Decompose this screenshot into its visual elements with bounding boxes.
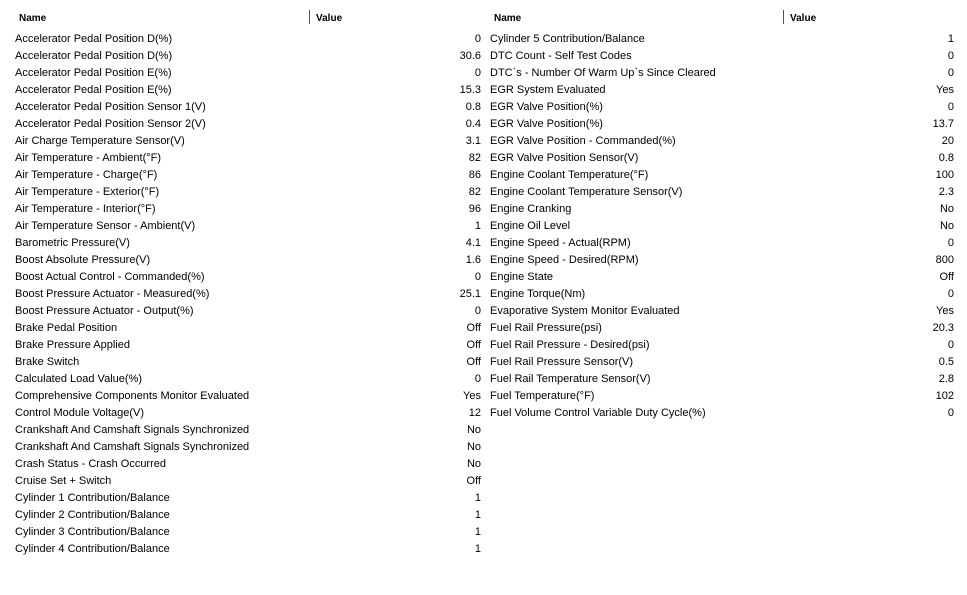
table-row[interactable] (484, 252, 954, 269)
parameter-value: No (466, 458, 481, 470)
parameter-name: Crankshaft And Camshaft Signals Synchronized (15, 424, 250, 436)
parameter-value: 25.1 (459, 288, 481, 300)
table-row[interactable] (9, 150, 481, 167)
data-table-right (484, 8, 954, 422)
parameter-value: 15.3 (459, 84, 481, 96)
parameter-name: Cylinder 2 Contribution/Balance (15, 509, 170, 521)
parameter-name: Air Temperature - Charge(°F) (15, 169, 158, 181)
table-row[interactable] (9, 167, 481, 184)
table-row[interactable] (484, 388, 954, 405)
parameter-value: 102 (935, 390, 954, 402)
parameter-value: 100 (935, 169, 954, 181)
parameter-value: 4.1 (465, 237, 481, 249)
parameter-name: Calculated Load Value(%) (15, 373, 142, 385)
parameter-value: 0 (947, 67, 954, 79)
parameter-value: 0 (947, 101, 954, 113)
parameter-value: 0 (947, 237, 954, 249)
table-row[interactable] (9, 456, 481, 473)
parameter-value: 82 (468, 152, 481, 164)
parameter-value: 2.3 (938, 186, 954, 198)
parameter-name: Air Temperature Sensor - Ambient(V) (15, 220, 196, 232)
parameter-name: Cylinder 5 Contribution/Balance (490, 33, 645, 45)
table-body (9, 31, 481, 558)
parameter-value: 0.5 (938, 356, 954, 368)
parameter-name: EGR Valve Position(%) (490, 101, 603, 113)
parameter-name: Barometric Pressure(V) (15, 237, 130, 249)
parameter-value: Yes (463, 390, 481, 402)
parameter-name: Fuel Rail Pressure Sensor(V) (490, 356, 634, 368)
table-row[interactable] (484, 405, 954, 422)
table-row[interactable] (9, 201, 481, 218)
parameter-value: 96 (468, 203, 481, 215)
table-row[interactable] (9, 252, 481, 269)
table-row[interactable] (9, 405, 481, 422)
parameter-name: Cruise Set + Switch (15, 475, 112, 487)
table-row[interactable] (9, 320, 481, 337)
parameter-name: Crash Status - Crash Occurred (15, 458, 166, 470)
table-row[interactable] (484, 235, 954, 252)
parameter-name: Boost Pressure Actuator - Measured(%) (15, 288, 210, 300)
table-row[interactable] (484, 371, 954, 388)
parameter-name: Accelerator Pedal Position E(%) (15, 84, 172, 96)
parameter-name: Accelerator Pedal Position E(%) (15, 67, 172, 79)
table-row[interactable] (9, 65, 481, 82)
parameter-name: EGR Valve Position(%) (490, 118, 603, 130)
table-row[interactable] (9, 490, 481, 507)
table-row[interactable] (9, 439, 481, 456)
parameter-name: Engine Cranking (490, 203, 572, 215)
parameter-name: Air Temperature - Ambient(°F) (15, 152, 162, 164)
parameter-name: EGR System Evaluated (490, 84, 606, 96)
parameter-value: Yes (936, 305, 954, 317)
parameter-name: Accelerator Pedal Position Sensor 2(V) (15, 118, 206, 130)
parameter-value: 0.4 (465, 118, 481, 130)
table-row[interactable] (9, 184, 481, 201)
parameter-name: Fuel Temperature(°F) (490, 390, 595, 402)
table-row[interactable] (9, 235, 481, 252)
column-header-name[interactable]: Name (19, 13, 47, 24)
parameter-value: 0 (947, 407, 954, 419)
parameter-value: 0 (474, 271, 481, 283)
parameter-name: Engine Speed - Actual(RPM) (490, 237, 631, 249)
parameter-value: 1.6 (465, 254, 481, 266)
parameter-name: Engine Speed - Desired(RPM) (490, 254, 639, 266)
parameter-value: 0 (474, 33, 481, 45)
parameter-name: Comprehensive Components Monitor Evaluated (15, 390, 250, 402)
parameter-name: EGR Valve Position Sensor(V) (490, 152, 639, 164)
parameter-name: DTC`s - Number Of Warm Up`s Since Cleared (490, 67, 716, 79)
parameter-value: 800 (935, 254, 954, 266)
table-row[interactable] (9, 524, 481, 541)
table-row[interactable] (484, 150, 954, 167)
table-row[interactable] (9, 371, 481, 388)
table-row[interactable] (484, 184, 954, 201)
parameter-value: 2.8 (938, 373, 954, 385)
parameter-value: 82 (468, 186, 481, 198)
table-row[interactable] (484, 269, 954, 286)
parameter-name: Accelerator Pedal Position D(%) (15, 50, 173, 62)
data-table-left (9, 8, 481, 558)
table-row[interactable] (484, 31, 954, 48)
parameter-name: Control Module Voltage(V) (15, 407, 145, 419)
table-row[interactable] (484, 201, 954, 218)
parameter-value: Off (466, 475, 481, 487)
parameter-name: Engine Coolant Temperature Sensor(V) (490, 186, 683, 198)
table-row[interactable] (484, 116, 954, 133)
parameter-name: Accelerator Pedal Position D(%) (15, 33, 173, 45)
table-row[interactable] (9, 99, 481, 116)
table-row[interactable] (9, 354, 481, 371)
parameter-name: Crankshaft And Camshaft Signals Synchronized (15, 441, 250, 453)
parameter-name: Brake Pressure Applied (15, 339, 130, 351)
parameter-value: 0 (474, 305, 481, 317)
parameter-name: DTC Count - Self Test Codes (490, 50, 632, 62)
parameter-value: 20 (941, 135, 954, 147)
parameter-value: 3.1 (465, 135, 481, 147)
table-row[interactable] (9, 116, 481, 133)
parameter-value: No (466, 441, 481, 453)
table-row[interactable] (484, 354, 954, 371)
table-row[interactable] (484, 337, 954, 354)
table-header (9, 8, 481, 28)
parameter-value: 12 (468, 407, 481, 419)
table-row[interactable] (484, 167, 954, 184)
column-resize-handle[interactable] (783, 10, 784, 24)
parameter-name: Boost Actual Control - Commanded(%) (15, 271, 205, 283)
table-row[interactable] (9, 507, 481, 524)
parameter-value: 1 (947, 33, 954, 45)
parameter-value: Off (466, 322, 481, 334)
parameter-name: EGR Valve Position - Commanded(%) (490, 135, 676, 147)
parameter-value: No (939, 203, 954, 215)
parameter-value: 0.8 (465, 101, 481, 113)
parameter-name: Cylinder 4 Contribution/Balance (15, 543, 170, 555)
parameter-value: 0 (947, 288, 954, 300)
table-header (484, 8, 954, 28)
parameter-value: 86 (468, 169, 481, 181)
parameter-value: 30.6 (459, 50, 481, 62)
table-row[interactable] (484, 82, 954, 99)
parameter-value: 1 (474, 526, 481, 538)
table-row[interactable] (9, 269, 481, 286)
table-row[interactable] (484, 320, 954, 337)
table-row[interactable] (9, 218, 481, 235)
table-row[interactable] (9, 286, 481, 303)
parameter-name: Boost Pressure Actuator - Output(%) (15, 305, 194, 317)
parameter-value: 0 (474, 67, 481, 79)
table-body (484, 31, 954, 422)
parameter-name: Engine Torque(Nm) (490, 288, 586, 300)
table-row[interactable] (9, 422, 481, 439)
table-row[interactable] (9, 388, 481, 405)
parameter-value: No (939, 220, 954, 232)
parameter-value: 0 (947, 50, 954, 62)
table-row[interactable] (9, 473, 481, 490)
table-row[interactable] (484, 218, 954, 235)
parameter-name: Fuel Rail Temperature Sensor(V) (490, 373, 651, 385)
parameter-name: Air Temperature - Exterior(°F) (15, 186, 160, 198)
parameter-value: 0.8 (938, 152, 954, 164)
parameter-name: Brake Switch (15, 356, 80, 368)
parameter-value: Off (466, 356, 481, 368)
table-row[interactable] (484, 286, 954, 303)
table-row[interactable] (9, 133, 481, 150)
parameter-name: Fuel Volume Control Variable Duty Cycle(%) (490, 407, 706, 419)
parameter-name: Cylinder 1 Contribution/Balance (15, 492, 170, 504)
table-row[interactable] (484, 99, 954, 116)
table-row[interactable] (9, 82, 481, 99)
table-row[interactable] (9, 48, 481, 65)
parameter-name: Engine State (490, 271, 553, 283)
parameter-value: 13.7 (932, 118, 954, 130)
column-resize-handle[interactable] (309, 10, 310, 24)
table-row[interactable] (484, 133, 954, 150)
parameter-name: Engine Coolant Temperature(°F) (490, 169, 649, 181)
parameter-value: 1 (474, 492, 481, 504)
parameter-value: 0 (474, 373, 481, 385)
parameter-value: 0 (947, 339, 954, 351)
parameter-name: Brake Pedal Position (15, 322, 118, 334)
parameter-value: Yes (936, 84, 954, 96)
column-header-value[interactable]: Value (790, 13, 817, 24)
parameter-value: Off (939, 271, 954, 283)
parameter-name: Cylinder 3 Contribution/Balance (15, 526, 170, 538)
parameter-value: 20.3 (932, 322, 954, 334)
parameter-name: Accelerator Pedal Position Sensor 1(V) (15, 101, 206, 113)
parameter-name: Air Temperature - Interior(°F) (15, 203, 156, 215)
parameter-value: 1 (474, 509, 481, 521)
table-row[interactable] (9, 337, 481, 354)
parameter-name: Engine Oil Level (490, 220, 571, 232)
parameter-value: 1 (474, 543, 481, 555)
table-row[interactable] (484, 48, 954, 65)
parameter-name: Air Charge Temperature Sensor(V) (15, 135, 185, 147)
column-header-value[interactable]: Value (316, 13, 343, 24)
table-row[interactable] (484, 303, 954, 320)
table-row[interactable] (484, 65, 954, 82)
table-row[interactable] (9, 303, 481, 320)
column-header-name[interactable]: Name (494, 13, 522, 24)
parameter-name: Fuel Rail Pressure(psi) (490, 322, 602, 334)
table-row[interactable] (9, 31, 481, 48)
parameter-value: Off (466, 339, 481, 351)
parameter-value: No (466, 424, 481, 436)
parameter-name: Boost Absolute Pressure(V) (15, 254, 151, 266)
parameter-name: Fuel Rail Pressure - Desired(psi) (490, 339, 650, 351)
parameter-name: Evaporative System Monitor Evaluated (490, 305, 680, 317)
table-row[interactable] (9, 541, 481, 558)
parameter-value: 1 (474, 220, 481, 232)
